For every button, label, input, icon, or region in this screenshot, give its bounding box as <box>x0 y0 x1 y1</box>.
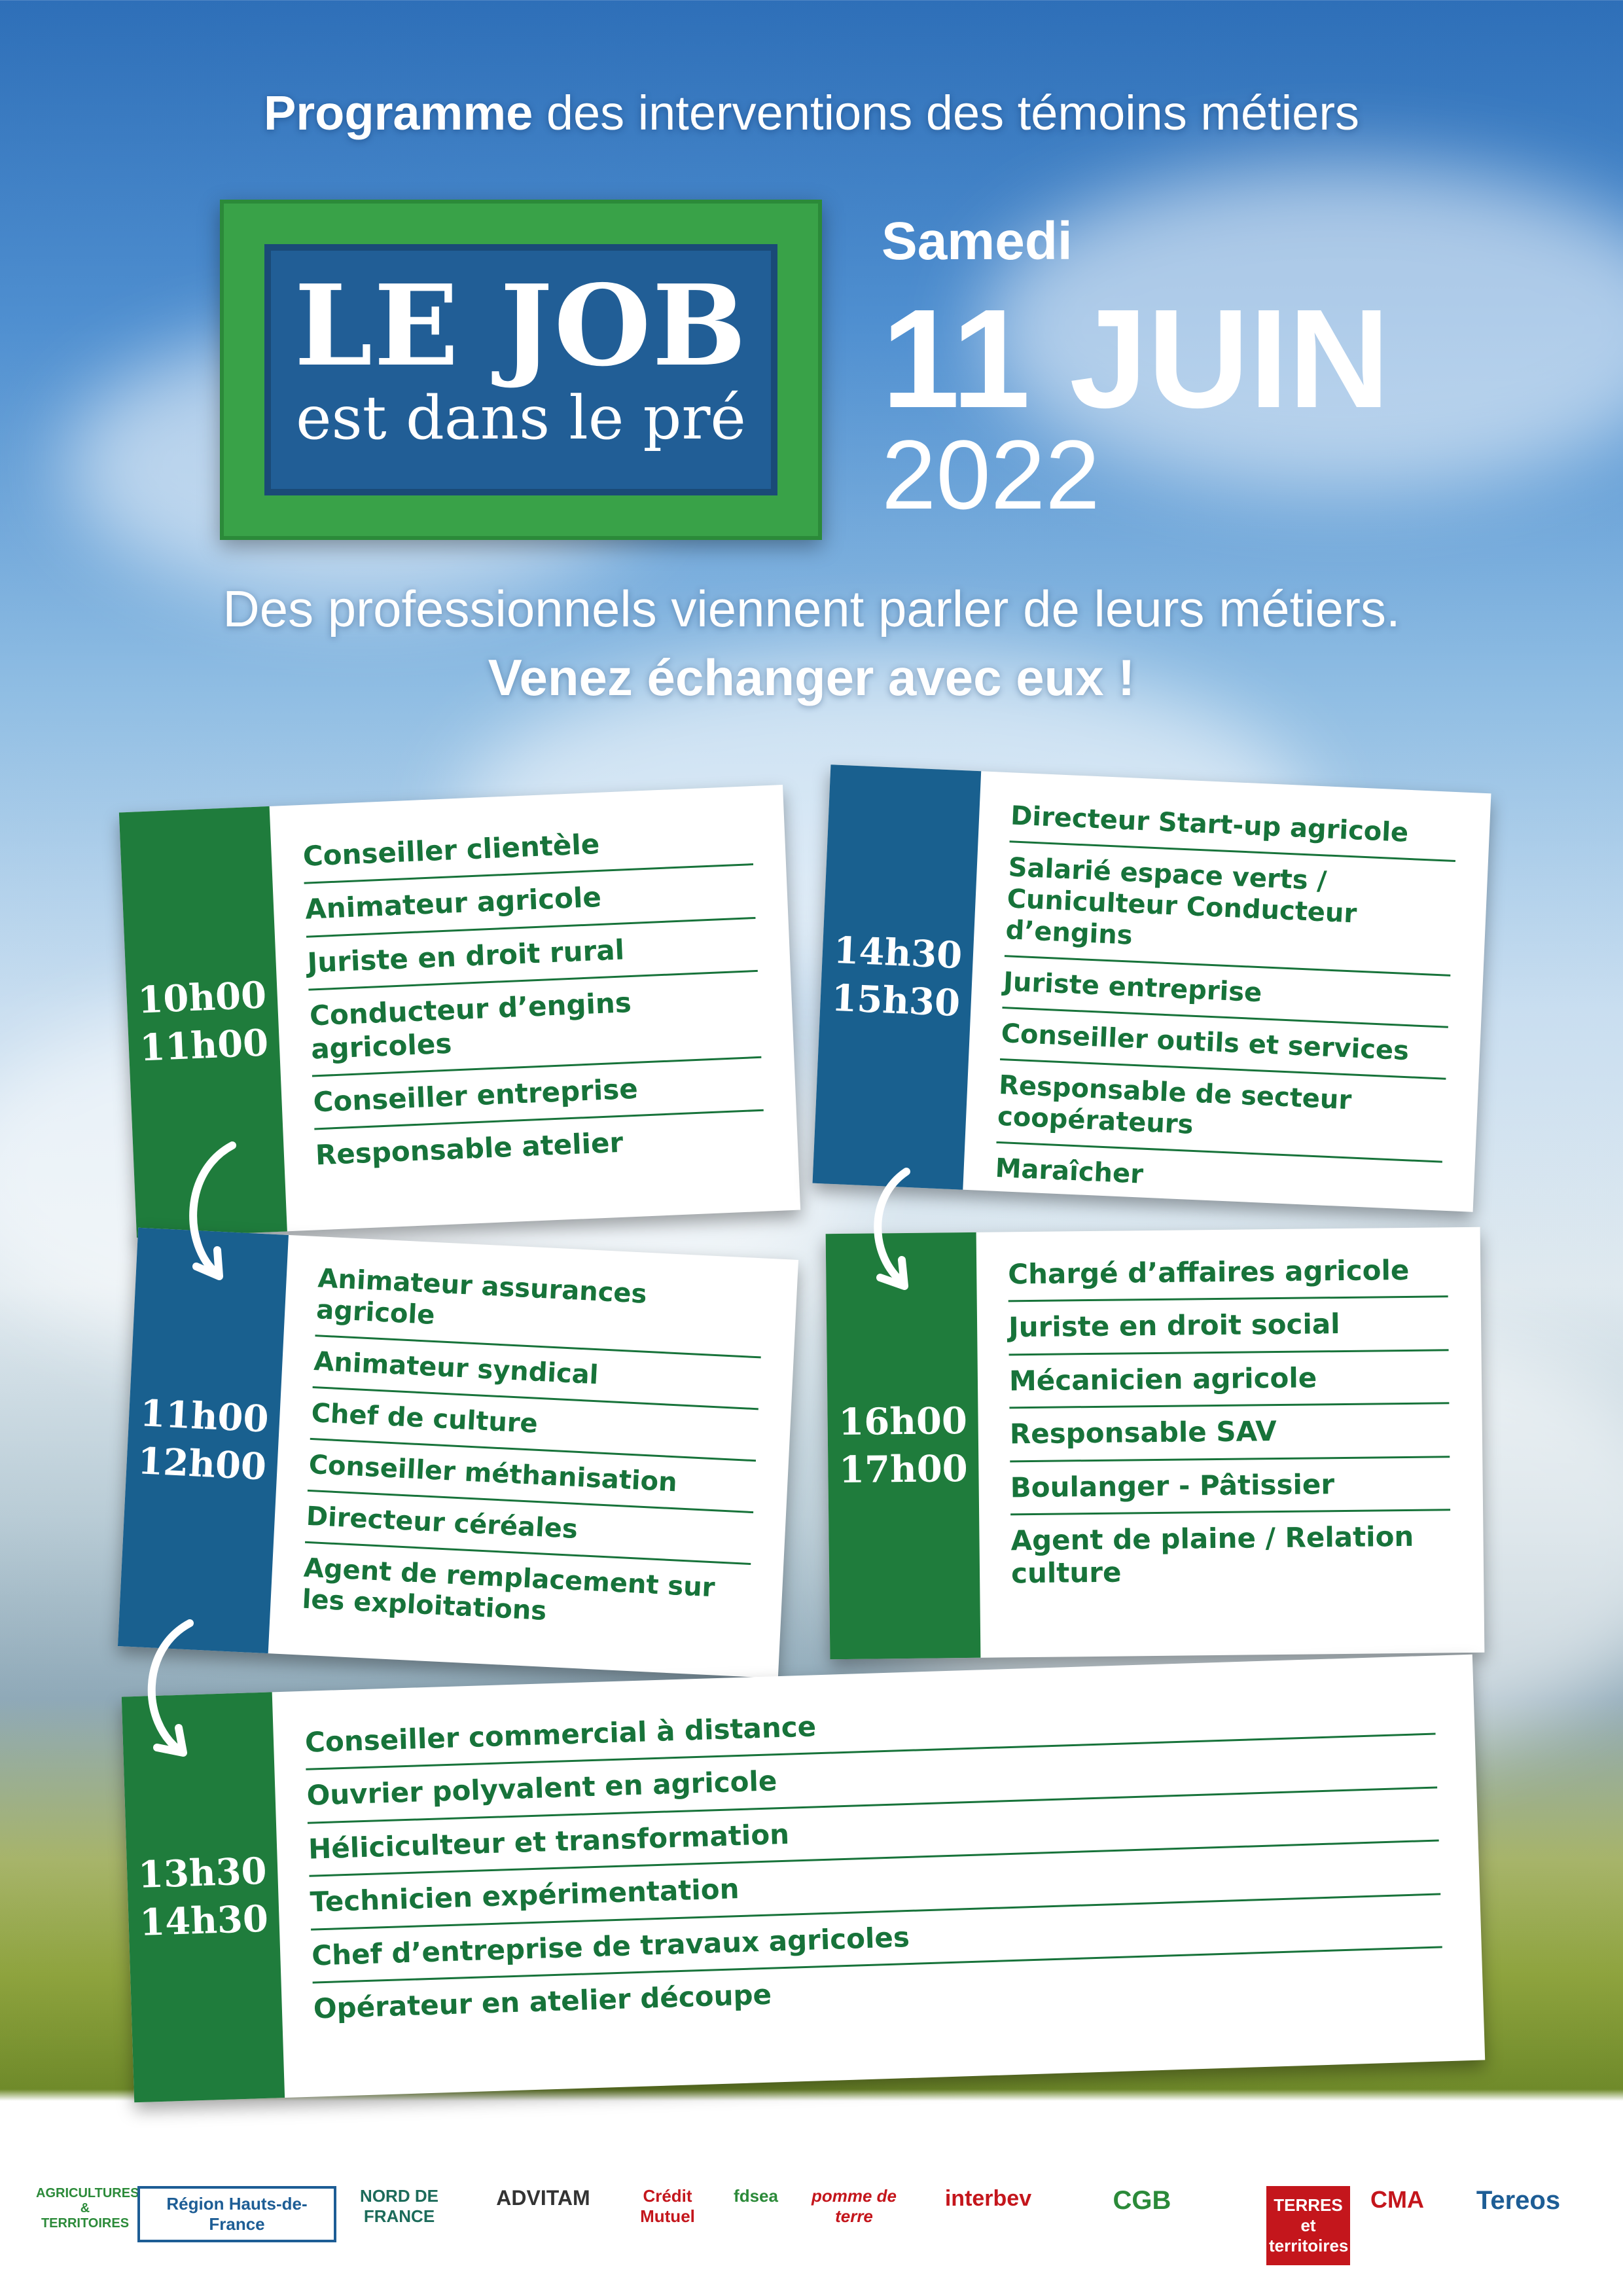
list-item: Juriste entreprise <box>1002 957 1450 1028</box>
session-start: 16h00 <box>838 1399 968 1444</box>
list-item: Agent de remplacement sur les exploitations <box>301 1552 716 1626</box>
session-card-11h00 <box>118 1228 798 1679</box>
list-item: Conseiller commercial à distance <box>304 1682 1436 1771</box>
list-item: Responsable de secteur coopérateurs <box>996 1060 1446 1163</box>
list-item: Maraîcher <box>994 1153 1144 1190</box>
list-item: Conducteur d’engins agricoles <box>308 972 761 1077</box>
list-item: Conseiller outils et services <box>1000 1009 1448 1080</box>
session-end: 17h00 <box>838 1447 969 1492</box>
date-year: 2022 <box>882 420 1100 529</box>
list-item: Héliciculteur et transformation <box>308 1788 1439 1877</box>
session-card-14h30 <box>813 764 1491 1211</box>
list-item: Agent de plaine / Relation culture <box>1010 1520 1414 1590</box>
list-item: Animateur agricole <box>304 865 756 937</box>
session-start: 13h30 <box>137 1849 268 1897</box>
sponsor-logo: Crédit Mutuel <box>640 2186 695 2226</box>
session-list <box>963 771 1491 1211</box>
list-item: Animateur syndical <box>313 1336 761 1410</box>
header-bold: Programme <box>264 86 533 140</box>
curved-arrow-icon <box>857 1165 936 1296</box>
list-item: Conseiller clientèle <box>302 812 753 884</box>
session-list <box>272 1655 1486 2098</box>
session-end: 12h00 <box>136 1439 268 1489</box>
session-start: 10h00 <box>137 973 268 1022</box>
sponsor-logo: ADVITAM <box>496 2186 590 2210</box>
sponsor-logo: Région Hauts-de-France <box>137 2186 336 2242</box>
list-item: Technicien expérimentation <box>310 1842 1441 1931</box>
session-end: 15h30 <box>830 976 961 1026</box>
logo-title: LE JOB <box>294 260 748 391</box>
list-item: Conseiller entreprise <box>312 1058 764 1130</box>
list-item: Chef de culture <box>310 1388 758 1462</box>
sponsor-logo: NORD DE FRANCE <box>360 2186 438 2226</box>
logo-subtitle: est dans le pré <box>296 383 746 453</box>
session-time <box>826 1232 981 1659</box>
intro-callout: Venez échanger avec eux ! <box>488 649 1135 706</box>
list-item: Directeur Start-up agricole <box>1010 791 1458 862</box>
logo-board <box>264 244 777 495</box>
session-start: 11h00 <box>139 1391 270 1441</box>
sponsor-logo: AGRICULTURES & TERRITOIRES <box>36 2186 139 2231</box>
session-card-13h30 <box>122 1655 1485 2103</box>
list-item: Juriste en droit social <box>1008 1298 1449 1355</box>
sponsor-logo: CGB <box>1113 2186 1171 2215</box>
session-end: 11h00 <box>139 1021 270 1070</box>
list-item: Boulanger - Pâtissier <box>1010 1458 1450 1515</box>
session-list <box>976 1227 1485 1658</box>
intro-line: Des professionnels viennent parler de leurs métiers. <box>223 580 1400 637</box>
list-item: Salarié espace verts / Cuniculteur Conducteur d’engins <box>1005 842 1455 977</box>
sponsor-logo: fdsea <box>734 2186 778 2206</box>
session-end: 14h30 <box>139 1897 269 1945</box>
list-item: Animateur assurances agricole <box>315 1253 764 1358</box>
session-start: 14h30 <box>832 928 963 978</box>
session-time <box>813 764 982 1189</box>
list-item: Chef d’entreprise de travaux agricoles <box>311 1895 1442 1984</box>
header-rest: des interventions des témoins métiers <box>533 86 1359 140</box>
session-time <box>118 1228 289 1653</box>
list-item: Responsable SAV <box>1009 1404 1450 1462</box>
sponsor-logo: interbev <box>944 2186 1032 2211</box>
list-item: Ouvrier polyvalent en agricole <box>306 1735 1437 1824</box>
list-item: Responsable atelier <box>315 1126 624 1172</box>
list-item: Opérateur en atelier découpe <box>313 1978 772 2025</box>
curved-arrow-icon <box>170 1139 262 1289</box>
session-list <box>268 1235 798 1678</box>
list-item: Directeur céréales <box>305 1492 753 1565</box>
sponsor-logo: pomme de terre <box>811 2186 897 2226</box>
session-list <box>270 785 801 1231</box>
sponsor-logo: TERRES et territoires <box>1266 2186 1350 2265</box>
event-logo <box>220 200 822 540</box>
list-item: Chargé d’affaires agricole <box>1008 1244 1448 1302</box>
list-item: Mécanicien agricole <box>1009 1351 1450 1408</box>
sponsor-logo: Tereos <box>1476 2186 1561 2215</box>
list-item: Juriste en droit rural <box>306 919 758 991</box>
page-header <box>0 85 1623 141</box>
list-item: Conseiller méthanisation <box>308 1440 756 1513</box>
date-day: Samedi <box>882 211 1073 271</box>
sponsor-logo: CMA <box>1370 2186 1424 2213</box>
curved-arrow-icon <box>128 1617 219 1767</box>
date-main: 11 JUIN <box>882 279 1390 437</box>
